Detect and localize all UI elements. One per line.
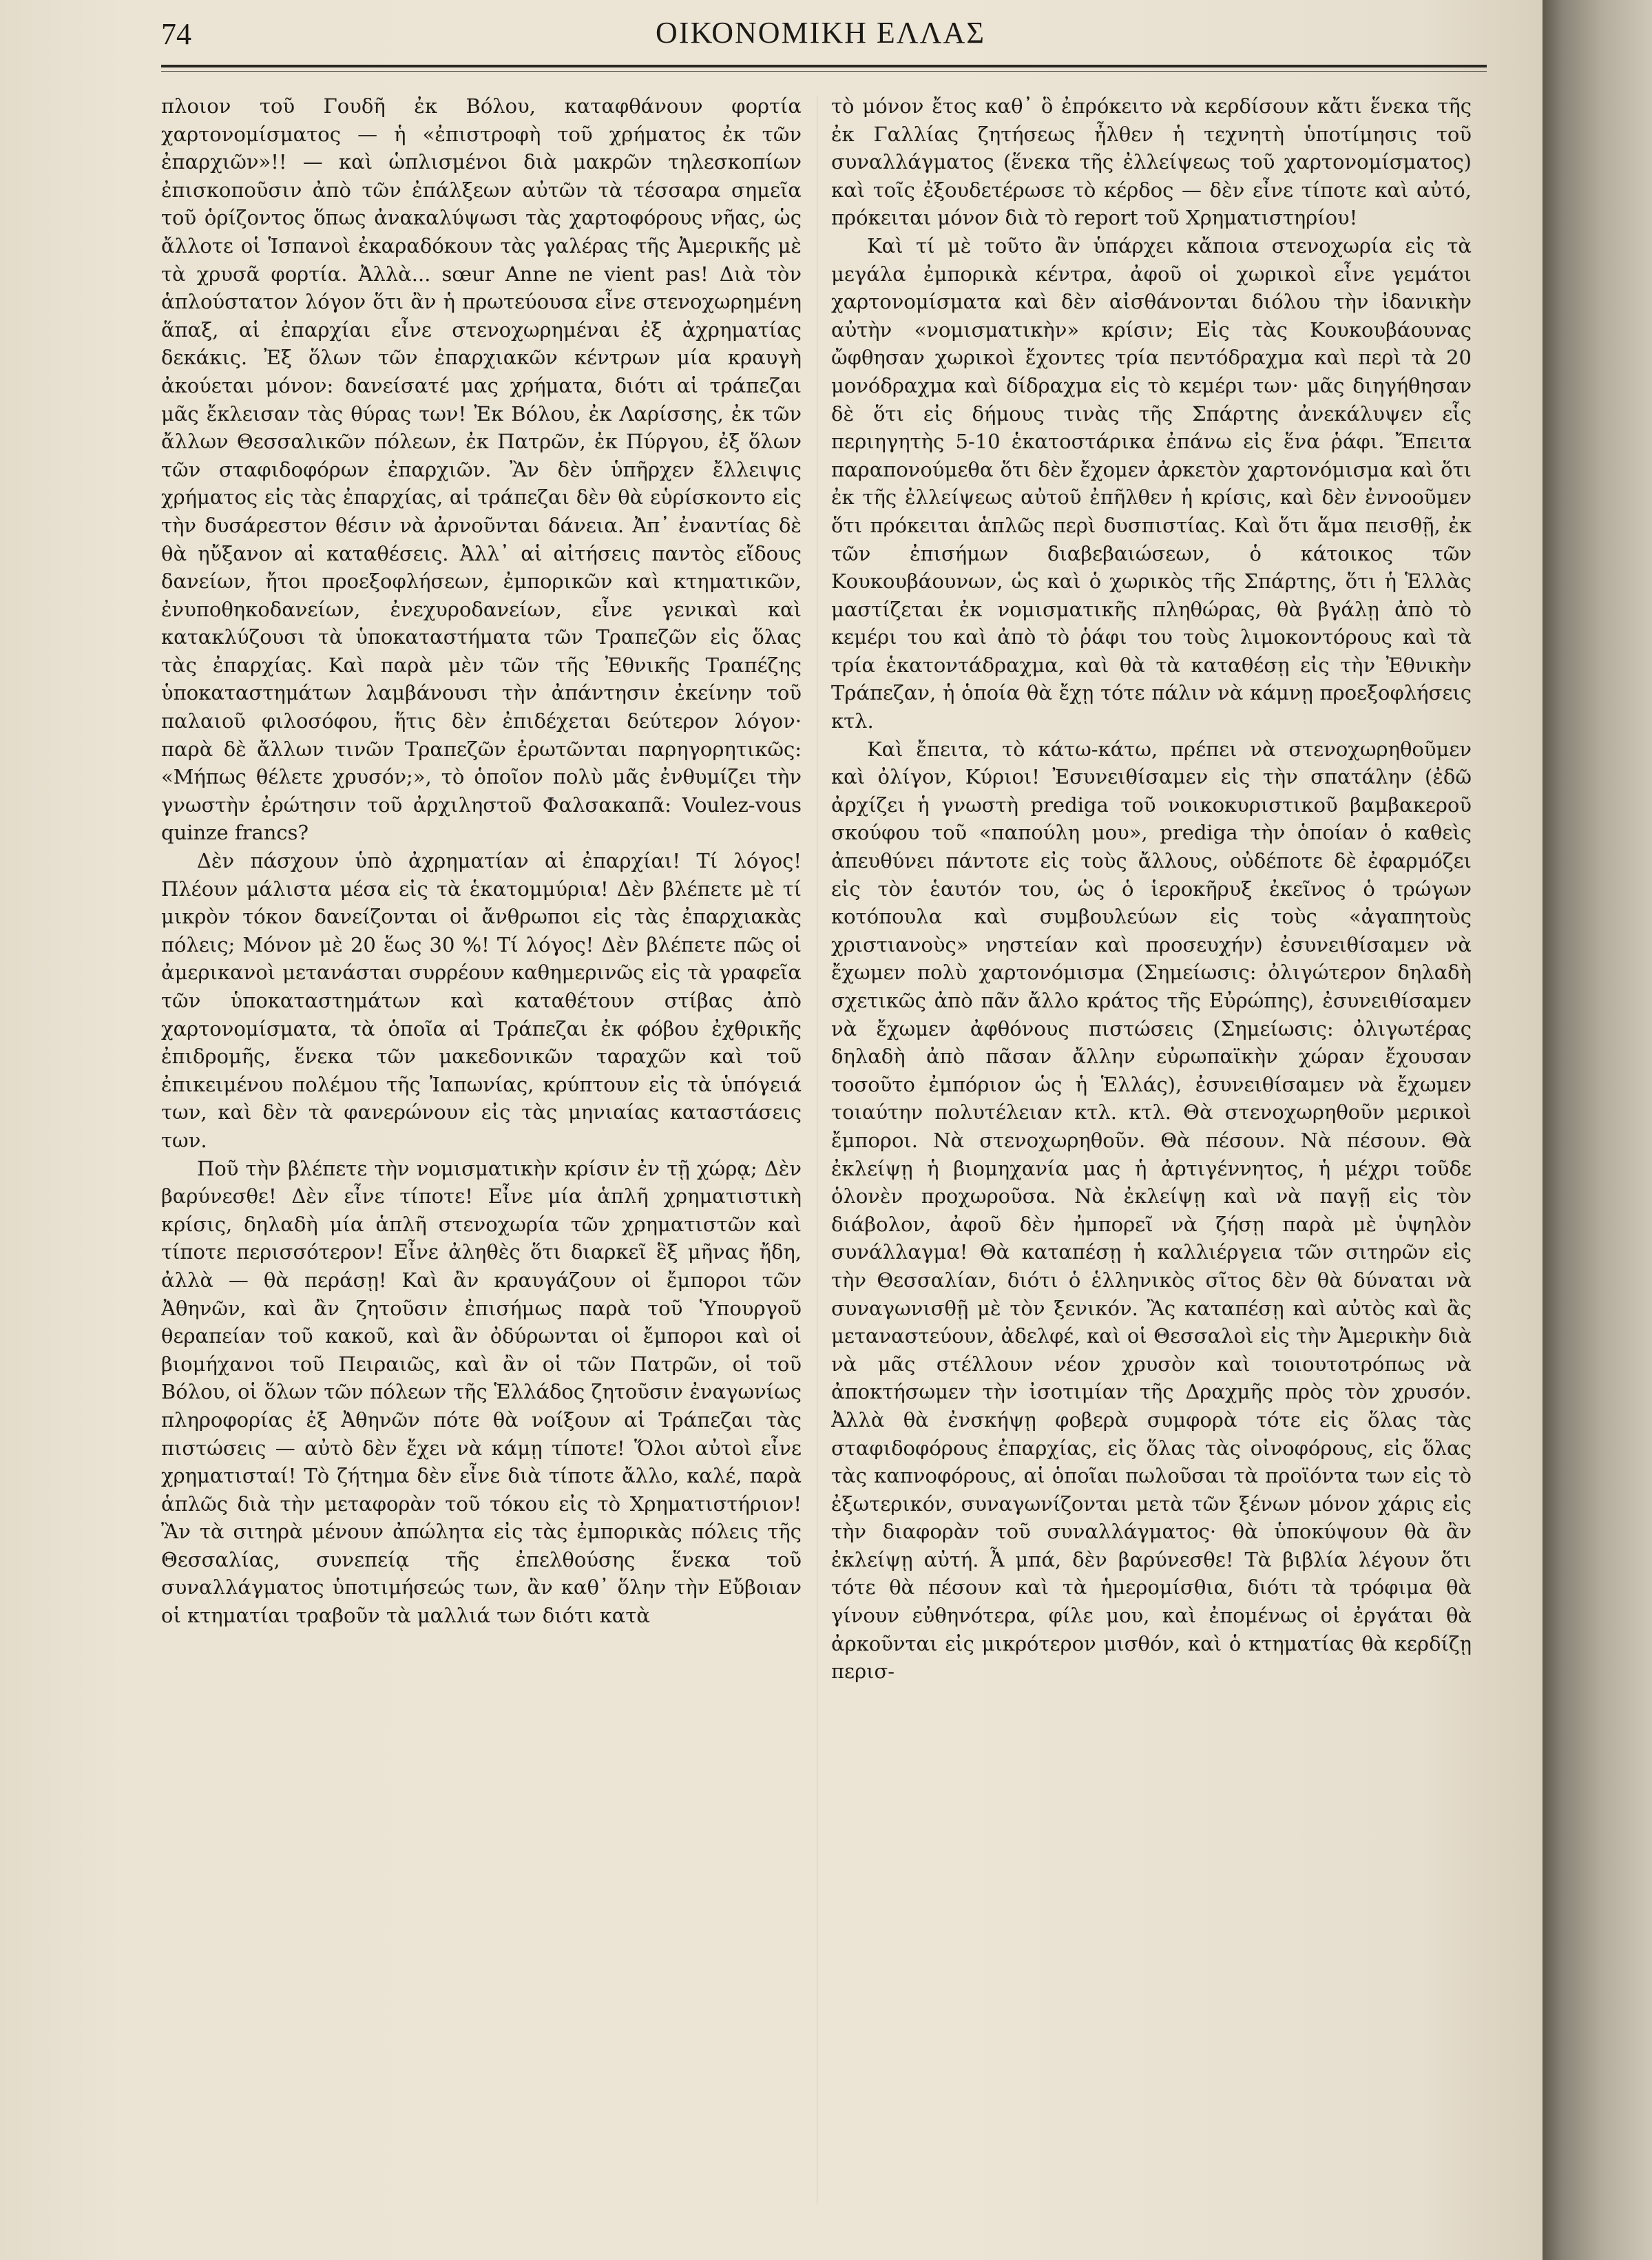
left-paragraph-2: Δὲν πάσχουν ὑπὸ ἀχρηματίαν αἱ ἐπαρχίαι! Τί λόγος! Πλέουν μάλιστα μέσα εἰς τὰ ἑκατομμύρια! Δὲν βλέπετε μὲ τί μικρὸν τόκον δανείζονται οἱ ἄνθρωποι εἰς τὰς ἐπαρχιακὰς πόλεις; Μόνον μὲ 20 ἕως 30 %! Τί λόγος! Δὲν βλέπετε πῶς οἱ ἀμερικανοὶ μετανάσται συρρέουν καθημερινῶς εἰς τὰ γραφεῖα τῶν ὑποκαταστημάτων καὶ καταθέτουν στίβας ἀπὸ χαρτονομίσματα, τὰ ὁποῖα αἱ Τράπεζαι ἐκ φόβου ἐχθρικῆς ἐπιδρομῆς, ἕνεκα τῶν μακεδονικῶν ταραχῶν καὶ τοῦ ἐπικειμένου πολέμου τῆς Ἰαπωνίας, κρύπτουν εἰς τὰ ὑπόγειά των, καὶ δὲν τὰ φανερώνουν εἰς τὰς μηνιαίας καταστάσεις των. bbox=[161, 849, 802, 1152]
right-paragraph-2: Καὶ τί μὲ τοῦτο ἂν ὑπάρχει κἄποια στενοχωρία εἰς τὰ μεγάλα ἐμπορικὰ κέντρα, ἀφοῦ οἱ χωρικοὶ εἶνε γεμάτοι χαρτονομίσματα καὶ δὲν αἰσθάνονται διόλου τὴν ἰδανικὴν αὐτὴν «νομισματικὴν» κρίσιν; Εἰς τὰς Κουκουβάουνας ὤφθησαν χωρικοὶ ἔχοντες τρία πεντόδραχμα καὶ περὶ τὰ 20 μονόδραχμα καὶ δίδραχμα εἰς τὸ κεμέρι των· μᾶς διηγήθησαν δὲ ὅτι εἰς δήμους τινὰς τῆς Σπάρτης ἀνεκάλυψεν εἷς περιηγητὴς 5-10 ἑκατοστάρικα ἐπάνω εἰς ἕνα ῥάφι. Ἔπειτα παραπονούμεθα ὅτι δὲν ἔχομεν ἀρκετὸν χαρτονόμισμα καὶ ὅτι ἐκ τῆς ἐλλείψεως αὐτοῦ ἐπῆλθεν ἡ κρίσις, καὶ δὲν ἐννοοῦμεν ὅτι πρόκειται ἁπλῶς περὶ δυσπιστίας. Καὶ ὅτι ἅμα πεισθῇ, ἐκ τῶν ἐπισήμων διαβεβαιώσεων, ὁ κάτοικος τῶν Κουκουβάουνων, ὡς καὶ ὁ χωρικὸς τῆς Σπάρτης, ὅτι ἡ Ἑλλὰς μαστίζεται ἐκ νομισματικῆς πληθώρας, θὰ βγάλῃ ἀπὸ τὸ κεμέρι του καὶ ἀπὸ τὸ ῥάφι του τοὺς λιμοκοντόρους καὶ τὰ τρία ἑκατοντάδραχμα, καὶ θὰ τὰ καταθέσῃ εἰς τὴν Ἐθνικὴν Τράπεζαν, ἡ ὁποία θὰ ἔχῃ τότε πάλιν νὰ κάμνῃ προεξοφλήσεις κτλ. bbox=[831, 233, 1472, 733]
page-number: 74 bbox=[161, 17, 191, 51]
header-rule-thin bbox=[161, 71, 1487, 72]
page-header bbox=[161, 7, 1480, 65]
right-paragraph-3: Καὶ ἔπειτα, τὸ κάτω-κάτω, πρέπει νὰ στενοχωρηθοῦμεν καὶ ὀλίγον, Κύριοι! Ἐσυνειθίσαμεν εἰς τὴν σπατάλην (ἐδῶ ἀρχίζει ἡ γνωστὴ prediga τοῦ νοικοκυριστικοῦ βαμβακεροῦ σκούφου τοῦ «παπούλη μου», prediga τὴν ὁποίαν ὁ καθεὶς ἀπευθύνει πάντοτε εἰς τοὺς ἄλλους, οὐδέποτε δὲ ἐφαρμόζει εἰς τὸν ἑαυτόν του, ὡς ὁ ἱεροκῆρυξ ἐκεῖνος ὁ τρώγων κοτόπουλα καὶ συμβουλεύων εἰς τοὺς «ἀγαπητοὺς χριστιανοὺς» νηστείαν καὶ προσευχήν) ἐσυνειθίσαμεν νὰ ἔχωμεν πολὺ χαρτονόμισμα (Σημείωσις: ὀλιγώτερον δηλαδὴ σχετικῶς ἀπὸ πᾶν ἄλλο κράτος τῆς Εὐρώπης), ἐσυνειθίσαμεν νὰ ἔχωμεν ἀφθόνους πιστώσεις (Σημείωσις: ὀλιγωτέρας δηλαδὴ ἀπὸ πᾶσαν ἄλλην εὐρωπαϊκὴν χώραν ἔχουσαν τοσοῦτο ἐμπόριον ὡς ἡ Ἑλλάς), ἐσυνειθίσαμεν νὰ ἔχωμεν τοιαύτην πολυτέλειαν κτλ. κτλ. Θὰ στενοχωρηθοῦν μερικοὶ ἔμποροι. Νὰ στενοχωρηθοῦν. Θὰ πέσουν. Νὰ πέσουν. Θὰ ἐκλείψῃ ἡ βιομηχανία μας ἡ ἀρτιγέννητος, ἡ μέχρι τοῦδε ὁλονὲν προχωροῦσα. Νὰ ἐκλείψῃ καὶ νὰ παγῇ εἰς τὸν διάβολον, ἀφοῦ δὲν ἠμπορεῖ νὰ ζήσῃ παρὰ μὲ ὑψηλὸν συνάλλαγμα! Θὰ καταπέσῃ ἡ καλλιέργεια τῶν σιτηρῶν εἰς τὴν Θεσσαλίαν, διότι ὁ ἑλληνικὸς σῖτος δὲν θὰ δύναται νὰ συναγωνισθῇ μὲ τὸν ξενικόν. Ἂς καταπέσῃ καὶ αὐτὸς καὶ ἂς μεταναστεύουν, ἀδελφέ, καὶ οἱ Θεσσαλοὶ εἰς τὴν Ἀμερικὴν διὰ νὰ μᾶς στέλλουν νέον χρυσὸν καὶ τοιουτοτρόπως νὰ ἀποκτήσωμεν τὴν ἰσοτιμίαν τῆς Δραχμῆς πρὸς τὸν χρυσόν. Ἀλλὰ θὰ ἐνσκήψῃ φοβερὰ συμφορὰ τότε εἰς ὅλας τὰς σταφιδοφόρους ἐπαρχίας, εἰς ὅλας τὰς οἰνοφόρους, εἰς ὅλας τὰς καπνοφόρους, αἱ ὁποῖαι πωλοῦσαι τὰ προϊόντα των εἰς τὸ ἐξωτερικόν, συναγωνίζονται μετὰ τῶν ξένων μόνον χάρις εἰς τὴν διαφορὰν τοῦ συναλλάγματος· θὰ ὑποκύψουν θὰ ἂν ἐκλείψῃ αὐτή. Ἆ μπά, δὲν βαρύνεσθε! Τὰ βιβλία λέγουν ὅτι τότε θὰ πέσουν καὶ τὰ ἡμερομίσθια, διότι τὰ τρόφιμα θὰ γίνουν εὐθηνότερα, φίλε μου, καὶ ἐπομένως οἱ ἐργάται θὰ ἀρκοῦνται εἰς μικρότερον μισθόν, καὶ ὁ κτηματίας θὰ κερδίζῃ περισ- bbox=[831, 737, 1472, 1684]
binding-edge bbox=[1543, 0, 1652, 2260]
header-rule-thick bbox=[161, 65, 1487, 67]
journal-title: ΟΙΚΟΝΟΜΙΚΗ ΕΛΛΑΣ bbox=[656, 16, 985, 50]
right-column bbox=[831, 92, 1472, 2206]
left-column bbox=[161, 92, 802, 2206]
left-paragraph-1: πλοιον τοῦ Γουδῆ ἐκ Βόλου, καταφθάνουν φορτία χαρτονομίσματος — ἡ «ἐπιστροφὴ τοῦ χρήματος ἐκ τῶν ἐπαρχιῶν»!! — καὶ ὡπλισμένοι διὰ μακρῶν τηλεσκοπίων ἐπισκοποῦσιν ἀπὸ τῶν ἐπάλξεων αὐτῶν τὰ τέσσαρα σημεῖα τοῦ ὁρίζοντος ὅπως ἀνακαλύψωσι τὰς χαρτοφόρους νῆας, ὡς ἄλλοτε οἱ Ἱσπανοὶ ἐκαραδόκουν τὰς γαλέρας τῆς Ἀμερικῆς μὲ τὰ χρυσᾶ φορτία. Ἀλλὰ... sœur Anne ne vient pas! Διὰ τὸν ἁπλούστατον λόγον ὅτι ἂν ἡ πρωτεύουσα εἶνε στενοχωρημένη ἅπαξ, αἱ ἐπαρχίαι εἶνε στενοχωρημέναι ἐξ ἀχρηματίας δεκάκις. Ἐξ ὅλων τῶν ἐπαρχιακῶν κέντρων μία κραυγὴ ἀκούεται μόνον: δανείσατέ μας χρήματα, διότι αἱ τράπεζαι μᾶς ἔκλεισαν τὰς θύρας των! Ἐκ Βόλου, ἐκ Λαρίσσης, ἐκ τῶν ἄλλων Θεσσαλικῶν πόλεων, ἐκ Πατρῶν, ἐκ Πύργου, ἐξ ὅλων τῶν σταφιδοφόρων ἐπαρχιῶν. Ἂν δὲν ὑπῆρχεν ἔλλειψις χρήματος εἰς τὰς ἐπαρχίας, αἱ τράπεζαι δὲν θὰ εὑρίσκοντο εἰς τὴν δυσάρεστον θέσιν νὰ ἀρνοῦνται δάνεια. Ἀπ᾽ ἐναντίας δὲ θὰ ηὔξανον αἱ καταθέσεις. Ἀλλ᾽ αἱ αἰτήσεις παντὸς εἴδους δανείων, ἤτοι προεξοφλήσεων, ἐμπορικῶν καὶ κτηματικῶν, ἐνυποθηκοδανείων, ἐνεχυροδανείων, εἶνε γενικαὶ καὶ κατακλύζουσι τὰ ὑποκαταστήματα τῶν Τραπεζῶν εἰς ὅλας τὰς ἐπαρχίας. Καὶ παρὰ μὲν τῶν τῆς Ἐθνικῆς Τραπέζης ὑποκαταστημάτων λαμβάνουσι τὴν ἀπάντησιν ἐκείνην τοῦ παλαιοῦ φιλοσόφου, ἥτις δὲν ἐπιδέχεται δεύτερον λόγον· παρὰ δὲ ἄλλων τινῶν Τραπεζῶν ἐρωτῶνται παρηγορητικῶς: «Μήπως θέλετε χρυσόν;», τὸ ὁποῖον πολὺ μᾶς ἐνθυμίζει τὴν γνωστὴν ἐρώτησιν τοῦ ἀρχιληστοῦ Φαλσακαπᾶ: Voulez-vous quinze francs? bbox=[161, 94, 802, 845]
left-paragraph-3: Ποῦ τὴν βλέπετε τὴν νομισματικὴν κρίσιν ἐν τῇ χώρᾳ; Δὲν βαρύνεσθε! Δὲν εἶνε τίποτε! Εἶνε μία ἁπλῆ χρηματιστικὴ κρίσις, δηλαδὴ μία ἁπλῆ στενοχωρία τῶν χρηματιστῶν καὶ τίποτε περισσότερον! Εἶνε ἀληθὲς ὅτι διαρκεῖ ἓξ μῆνας ἤδη, ἀλλὰ — θὰ περάσῃ! Καὶ ἂν κραυγάζουν οἱ ἔμποροι τῶν Ἀθηνῶν, καὶ ἂν ζητοῦσιν ἐπισήμως παρὰ τοῦ Ὑπουργοῦ θεραπείαν τοῦ κακοῦ, καὶ ἂν ὀδύρωνται οἱ ἔμποροι καὶ οἱ βιομήχανοι τοῦ Πειραιῶς, καὶ ἂν οἱ τῶν Πατρῶν, οἱ τοῦ Βόλου, οἱ ὅλων τῶν πόλεων τῆς Ἑλλάδος ζητοῦσιν ἐναγωνίως πληροφορίας ἐξ Ἀθηνῶν πότε θὰ νοίξουν αἱ Τράπεζαι τὰς πιστώσεις — αὐτὸ δὲν ἔχει νὰ κάμῃ τίποτε! Ὅλοι αὐτοὶ εἶνε χρηματισταί! Τὸ ζήτημα δὲν εἶνε διὰ τίποτε ἄλλο, καλέ, παρὰ ἁπλῶς διὰ τὴν μεταφορὰν τοῦ τόκου εἰς τὸ Χρηματιστήριον! Ἂν τὰ σιτηρὰ μένουν ἀπώλητα εἰς τὰς ἐμπορικὰς πόλεις τῆς Θεσσαλίας, συνεπείᾳ τῆς ἐπελθούσης ἕνεκα τοῦ συναλλάγματος ὑποτιμήσεώς των, ἂν καθ᾽ ὅλην τὴν Εὔβοιαν οἱ κτηματίαι τραβοῦν τὰ μαλλιά των διότι κατὰ bbox=[161, 1156, 802, 1628]
right-paragraph-1: τὸ μόνον ἔτος καθ᾽ ὃ ἐπρόκειτο νὰ κερδίσουν κἄτι ἕνεκα τῆς ἐκ Γαλλίας ζητήσεως ἦλθεν ἡ τεχνητὴ ὑποτίμησις τοῦ συναλλάγματος (ἕνεκα τῆς ἐλλείψεως τοῦ χαρτονομίσματος) καὶ τοῖς ἐξουδετέρωσε τὸ κέρδος — δὲν εἶνε τίποτε καὶ αὐτό, πρόκειται μόνον διὰ τὸ report τοῦ Χρηματιστηρίου! bbox=[831, 94, 1472, 230]
